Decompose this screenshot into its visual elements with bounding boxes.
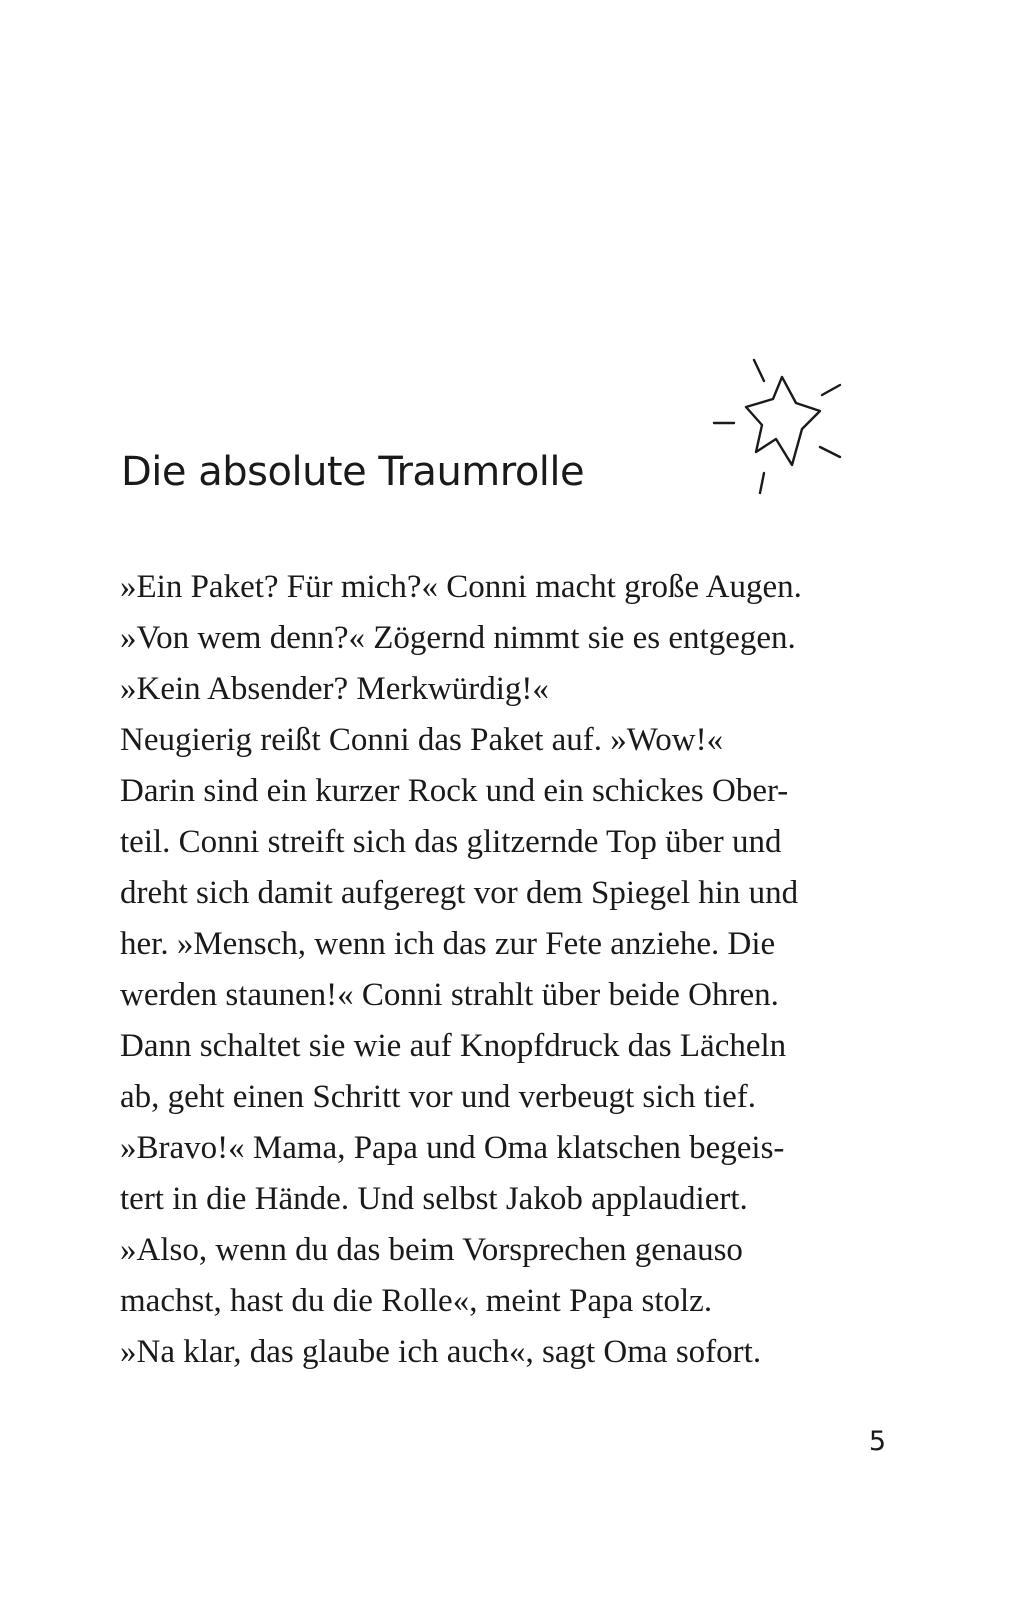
story-text bbox=[120, 562, 910, 1378]
sparkle-stroke bbox=[760, 473, 764, 493]
text-line: Neugierig reißt Conni das Paket auf. »Wow!« bbox=[120, 722, 724, 758]
text-line: »Kein Absender? Merkwürdig!« bbox=[120, 671, 549, 707]
sparkle-stroke bbox=[754, 360, 764, 381]
text-line: »Na klar, das glaube ich auch«, sagt Oma sofort. bbox=[120, 1334, 762, 1370]
text-line: her. »Mensch, wenn ich das zur Fete anziehe. Die bbox=[120, 926, 776, 962]
text-line: ab, geht einen Schritt vor und verbeugt sich tief. bbox=[120, 1079, 756, 1115]
sparkle-stroke bbox=[822, 385, 840, 395]
text-line: werden staunen!« Conni strahlt über beide Ohren. bbox=[120, 977, 779, 1013]
text-line: Darin sind ein kurzer Rock und ein schickes Ober- bbox=[120, 773, 789, 809]
text-line: machst, hast du die Rolle«, meint Papa stolz. bbox=[120, 1283, 713, 1319]
page-number: 5 bbox=[868, 1426, 886, 1457]
star-outline bbox=[746, 377, 820, 465]
text-line: »Ein Paket? Für mich?« Conni macht große Augen. bbox=[120, 569, 802, 605]
text-line: »Von wem denn?« Zögernd nimmt sie es entgegen. bbox=[120, 620, 796, 656]
text-line: Dann schaltet sie wie auf Knopfdruck das Lächeln bbox=[120, 1028, 787, 1064]
sparkle-star-icon bbox=[710, 355, 850, 505]
chapter-title: Die absolute Traumrolle bbox=[121, 449, 585, 495]
text-line: tert in die Hände. Und selbst Jakob applaudiert. bbox=[120, 1181, 748, 1217]
text-line: teil. Conni streift sich das glitzernde Top über und bbox=[120, 824, 782, 860]
text-line: dreht sich damit aufgeregt vor dem Spiegel hin und bbox=[120, 875, 799, 911]
sparkle-stroke bbox=[820, 447, 840, 457]
text-line: »Also, wenn du das beim Vorsprechen genauso bbox=[120, 1232, 743, 1268]
text-line: »Bravo!« Mama, Papa und Oma klatschen begeis- bbox=[120, 1130, 785, 1166]
